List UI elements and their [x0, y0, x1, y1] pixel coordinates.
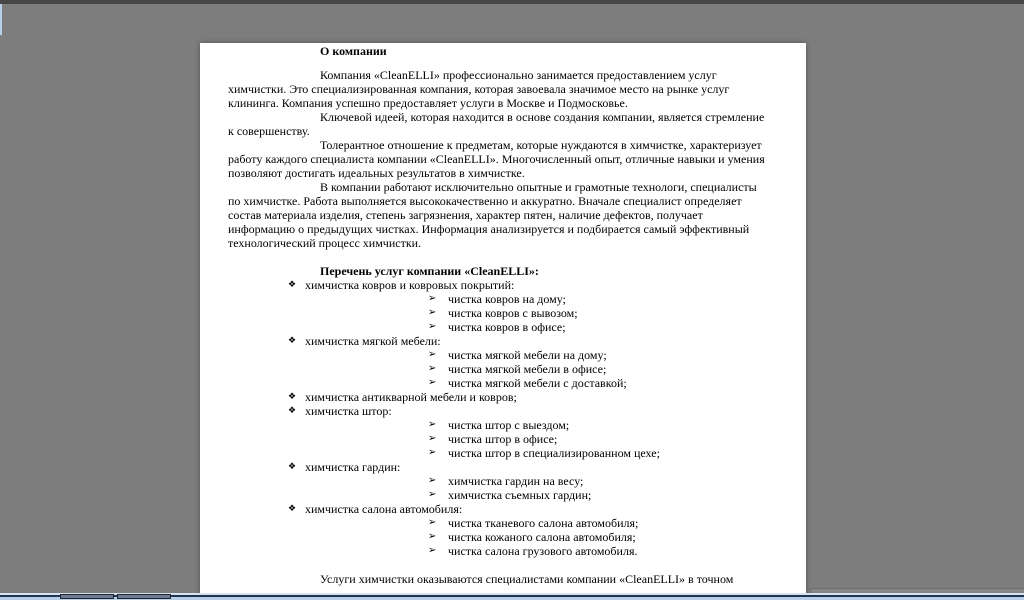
paragraph[interactable]: Ключевой идеей, которая находится в основе создания компании, является стремление к совершенству.	[228, 110, 765, 138]
footer-paragraph[interactable]: Услуги химчистки оказываются специалистами компании «CleanELLI» в точном	[320, 572, 734, 586]
list-item[interactable]	[228, 418, 770, 432]
taskbar-button[interactable]	[117, 594, 171, 599]
list-item[interactable]	[228, 432, 770, 446]
list-item[interactable]	[228, 474, 770, 488]
list-item[interactable]	[228, 390, 770, 404]
taskbar[interactable]	[0, 593, 1024, 600]
paragraph[interactable]: Компания «CleanELLI» профессионально занимается предоставлением услуг химчистки. Это специализированная компания, которая завоевала значимое место на рынке услуг клининга. Компания успешно предоставляет услуги в Москве и Подмосковье.	[228, 68, 730, 110]
list-item-label: чистка ковров в офисе;	[448, 320, 566, 334]
list-item-label: химчистка гардин:	[305, 460, 401, 474]
diamond-bullet-icon: ❖	[288, 336, 297, 346]
arrow-bullet-icon: ➢	[428, 433, 437, 444]
arrow-bullet-icon: ➢	[428, 363, 437, 374]
list-item[interactable]	[228, 530, 770, 544]
arrow-bullet-icon: ➢	[428, 545, 437, 556]
list-item-label: чистка штор в специализированном цехе;	[448, 446, 660, 460]
list-item-label: чистка кожаного салона автомобиля;	[448, 530, 636, 544]
list-item[interactable]	[228, 278, 770, 292]
list-item[interactable]	[228, 404, 770, 418]
list-item-label: химчистка гардин на весу;	[448, 474, 584, 488]
arrow-bullet-icon: ➢	[428, 349, 437, 360]
list-item-label: чистка ковров с вывозом;	[448, 306, 578, 320]
document-page[interactable]	[200, 43, 806, 600]
list-item-label: химчистка штор:	[305, 404, 392, 418]
list-item[interactable]	[228, 334, 770, 348]
list-item-label: чистка мягкой мебели в офисе;	[448, 362, 607, 376]
list-item[interactable]	[228, 460, 770, 474]
list-item[interactable]	[228, 488, 770, 502]
arrow-bullet-icon: ➢	[428, 419, 437, 430]
paragraph[interactable]: Толерантное отношение к предметам, которые нуждаются в химчистке, характеризует работу каждого специалиста компании «CleanELLI». Многочисленный опыт, отличные навыки и умения позволяют достигать идеальных результатов в химчистке.	[228, 138, 765, 180]
list-item-label: чистка салона грузового автомобиля.	[448, 544, 638, 558]
list-item-label: химчистка салона автомобиля:	[305, 502, 463, 516]
top-window-bar	[0, 0, 1024, 4]
services-heading: Перечень услуг компании «CleanELLI»:	[320, 264, 539, 278]
list-item[interactable]	[228, 376, 770, 390]
list-item[interactable]	[228, 502, 770, 516]
arrow-bullet-icon: ➢	[428, 447, 437, 458]
list-item-label: чистка штор в офисе;	[448, 432, 558, 446]
list-item[interactable]	[228, 544, 770, 558]
arrow-bullet-icon: ➢	[428, 475, 437, 486]
list-item-label: химчистка антикварной мебели и ковров;	[305, 390, 517, 404]
diamond-bullet-icon: ❖	[288, 280, 297, 290]
paragraph[interactable]: В компании работают исключительно опытные и грамотные технологи, специалисты по химчистке. Работа выполняется высококачественно и аккуратно. Вначале специалист определяет состав материала изделия, степень загрязнения, характер пятен, наличие дефектов, получает информацию о предыдущих чистках. Информация анализируется и подбирается самый эффективный технологический процесс химчистки.	[228, 180, 757, 250]
document-title: О компании	[320, 44, 387, 58]
list-item-label: чистка ковров на дому;	[448, 292, 566, 306]
list-item-label: химчистка съемных гардин;	[448, 488, 592, 502]
arrow-bullet-icon: ➢	[428, 321, 437, 332]
arrow-bullet-icon: ➢	[428, 517, 437, 528]
arrow-bullet-icon: ➢	[428, 489, 437, 500]
list-item-label: чистка тканевого салона автомобиля;	[448, 516, 639, 530]
taskbar-button[interactable]	[60, 594, 114, 599]
list-item-label: чистка мягкой мебели на дому;	[448, 348, 607, 362]
diamond-bullet-icon: ❖	[288, 392, 297, 402]
list-item-label: химчистка ковров и ковровых покрытий:	[305, 278, 515, 292]
list-item[interactable]	[228, 306, 770, 320]
background-window-edge	[0, 4, 2, 35]
list-item-label: химчистка мягкой мебели:	[305, 334, 441, 348]
list-item[interactable]	[228, 320, 770, 334]
list-item[interactable]	[228, 362, 770, 376]
arrow-bullet-icon: ➢	[428, 377, 437, 388]
diamond-bullet-icon: ❖	[288, 406, 297, 416]
services-list	[228, 278, 770, 558]
arrow-bullet-icon: ➢	[428, 531, 437, 542]
list-item-label: чистка мягкой мебели с доставкой;	[448, 376, 627, 390]
list-item[interactable]	[228, 516, 770, 530]
list-item[interactable]	[228, 292, 770, 306]
diamond-bullet-icon: ❖	[288, 462, 297, 472]
list-item[interactable]	[228, 446, 770, 460]
list-item[interactable]	[228, 348, 770, 362]
document-body	[228, 68, 770, 250]
list-item-label: чистка штор с выездом;	[448, 418, 570, 432]
arrow-bullet-icon: ➢	[428, 293, 437, 304]
diamond-bullet-icon: ❖	[288, 504, 297, 514]
arrow-bullet-icon: ➢	[428, 307, 437, 318]
